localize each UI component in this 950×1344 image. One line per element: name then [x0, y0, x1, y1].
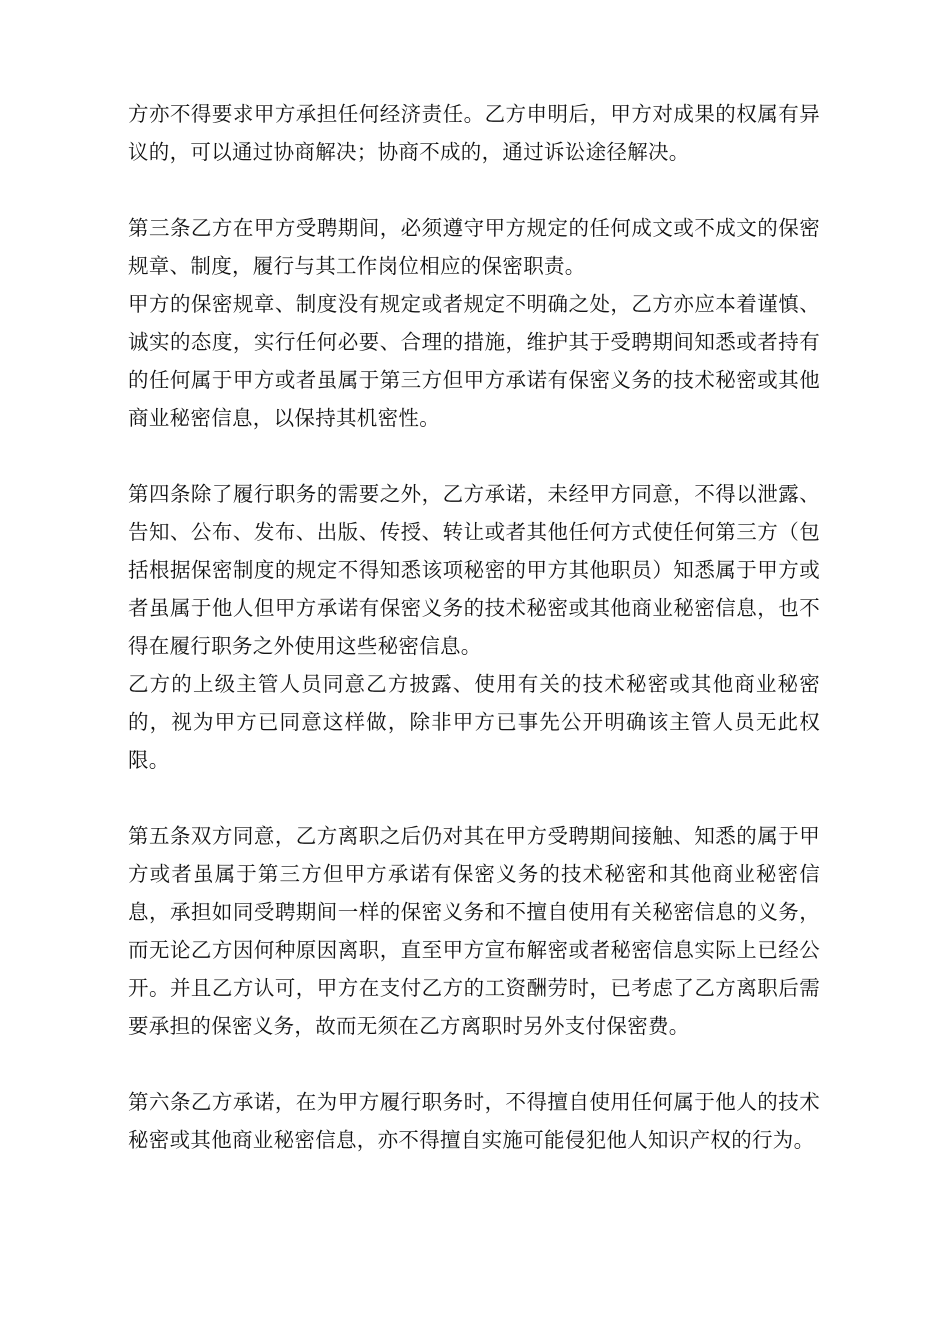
- paragraph: 第三条乙方在甲方受聘期间，必须遵守甲方规定的任何成文或不成文的保密规章、制度，履行与其工作岗位相应的保密职责。: [128, 216, 820, 278]
- document-page: [128, 95, 820, 1159]
- article-6-section: [128, 1083, 820, 1159]
- paragraph-spacer: [128, 171, 820, 209]
- paragraph: 乙方的上级主管人员同意乙方披露、使用有关的技术秘密或其他商业秘密的，视为甲方已同意这样做，除非甲方已事先公开明确该主管人员无此权限。: [128, 672, 820, 772]
- paragraph-spacer: [128, 1045, 820, 1083]
- continuation-section: [128, 95, 820, 171]
- article-3-section: [128, 209, 820, 437]
- paragraph-spacer: [128, 437, 820, 475]
- paragraph-spacer: [128, 779, 820, 817]
- paragraph: 第五条双方同意，乙方离职之后仍对其在甲方受聘期间接触、知悉的属于甲方或者虽属于第三方但甲方承诺有保密义务的技术秘密和其他商业秘密信息，承担如同受聘期间一样的保密义务和不擅自使用有关秘密信息的义务，而无论乙方因何种原因离职，直至甲方宣布解密或者秘密信息实际上已经公开。并且乙方认可，甲方在支付乙方的工资酬劳时，已考虑了乙方离职后需要承担的保密义务，故而无须在乙方离职时另外支付保密费。: [128, 824, 820, 1038]
- article-5-section: [128, 817, 820, 1045]
- paragraph: 第六条乙方承诺，在为甲方履行职务时，不得擅自使用任何属于他人的技术秘密或其他商业秘密信息，亦不得擅自实施可能侵犯他人知识产权的行为。: [128, 1090, 820, 1152]
- paragraph: 甲方的保密规章、制度没有规定或者规定不明确之处，乙方亦应本着谨慎、诚实的态度，实行任何必要、合理的措施，维护其于受聘期间知悉或者持有的任何属于甲方或者虽属于第三方但甲方承诺有保密义务的技术秘密或其他商业秘密信息，以保持其机密性。: [128, 292, 820, 430]
- article-4-section: [128, 475, 820, 779]
- paragraph: 方亦不得要求甲方承担任何经济责任。乙方申明后，甲方对成果的权属有异议的，可以通过协商解决；协商不成的，通过诉讼途径解决。: [128, 102, 820, 164]
- paragraph: 第四条除了履行职务的需要之外，乙方承诺，未经甲方同意，不得以泄露、告知、公布、发布、出版、传授、转让或者其他任何方式使任何第三方（包括根据保密制度的规定不得知悉该项秘密的甲方其他职员）知悉属于甲方或者虽属于他人但甲方承诺有保密义务的技术秘密或其他商业秘密信息，也不得在履行职务之外使用这些秘密信息。: [128, 482, 820, 658]
